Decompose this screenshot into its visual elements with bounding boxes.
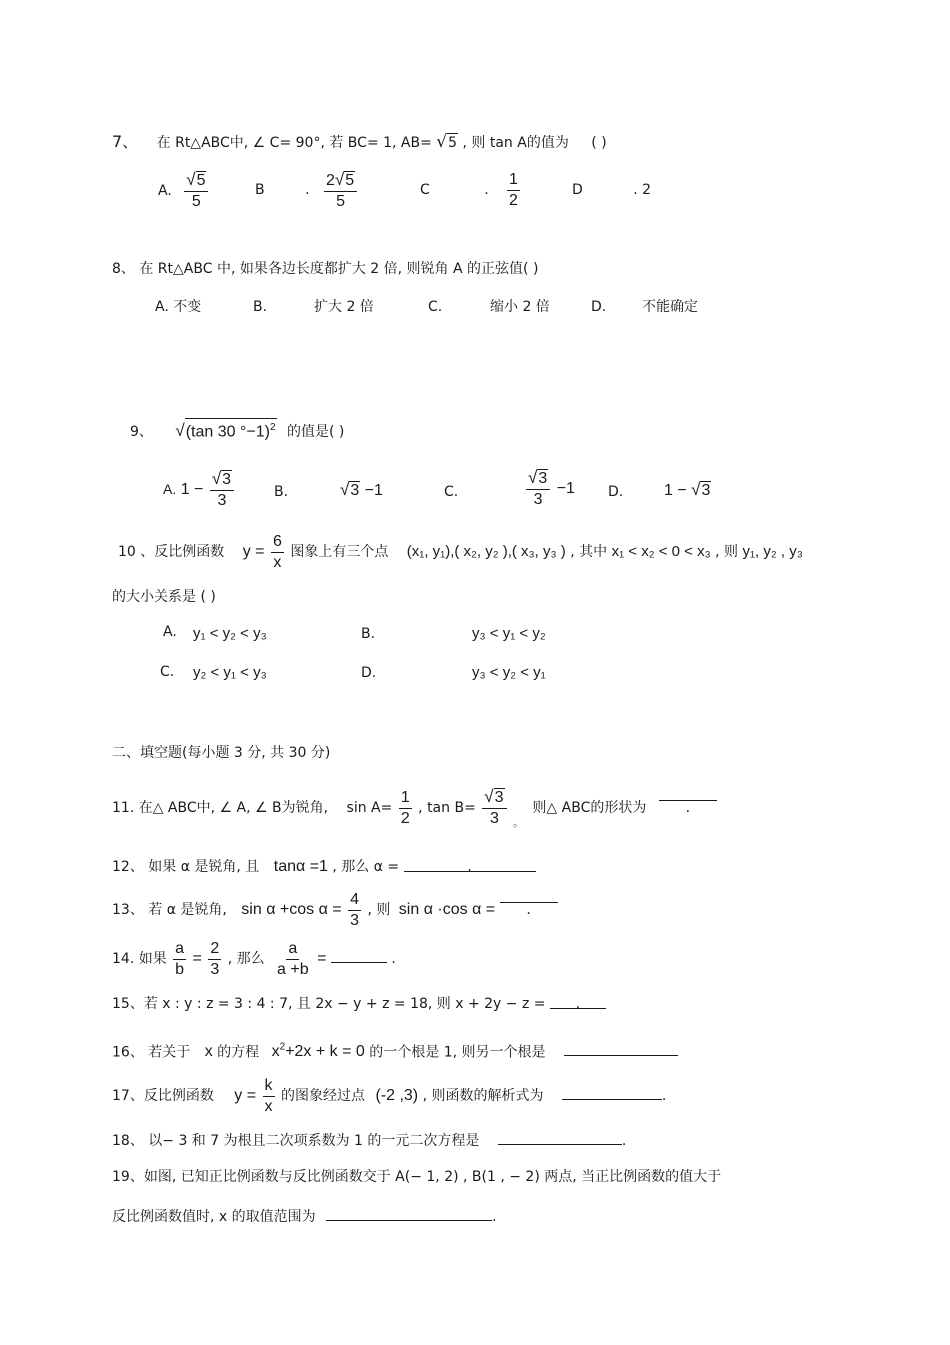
q10-line2: 的大小关系是 ( ) <box>112 589 216 605</box>
q14-num3: a <box>286 939 299 960</box>
q9-number: 9、 <box>130 424 153 441</box>
q18-text: 18、 以− 3 和 7 为根且二次项系数为 1 的一元二次方程是 <box>112 1133 480 1149</box>
q7-text2: , 则 tan A的值为 <box>462 135 569 151</box>
q8-opt-b-text: 扩大 2 倍 <box>314 299 374 315</box>
q10-then: , 则 <box>715 544 739 560</box>
q9-opt-d-rad: 3 <box>701 482 711 499</box>
q12-tail: , 那么 α = <box>332 859 400 875</box>
q8-opt-c-text: 缩小 2 倍 <box>490 299 550 315</box>
q19-end: . <box>492 1209 497 1225</box>
q8-stem: 8、 在 Rt△ABC 中, 如果各边长度都扩大 2 倍, 则锐角 A 的正弦值( ) <box>112 261 539 277</box>
q14-frac-result <box>275 939 311 980</box>
q8-opt-c: C. <box>428 299 443 315</box>
q12-answer-blank[interactable]: . <box>404 857 536 872</box>
q17-answer-blank[interactable] <box>562 1085 662 1100</box>
q10-opt-b-expr: y₃ < y₁ < y₂ <box>472 625 546 642</box>
q10-opt-d-label: D. <box>361 665 377 681</box>
q19-line1: 19、如图, 已知正比例函数与反比例函数交于 A(− 1, 2) , B(1 , − 2) 两点, 当正比例函数的值大于 <box>112 1169 722 1185</box>
q16-expr: $x^2+2x + k = 0$ <box>271 1042 365 1061</box>
q17-y-eq: y = <box>234 1087 257 1104</box>
q13-mid: , 则 <box>367 902 391 918</box>
q19-line2-text: 反比例函数值时, x 的取值范围为 <box>112 1209 316 1225</box>
q7-opt-d-val: . 2 <box>633 182 652 198</box>
q7-opt-a-label: A. <box>158 183 172 199</box>
q9-opt-d-label: D. <box>608 484 624 500</box>
q14-tail: . <box>391 951 396 967</box>
q16-lead: 16、 若关于 <box>112 1044 191 1061</box>
q7-opt-a-num: 5 <box>196 172 206 189</box>
q9-opt-a-frac: √ 3 3 <box>210 469 234 511</box>
q14-lead: 14. 如果 <box>112 951 167 967</box>
q7-paren: ( ) <box>591 135 607 151</box>
q8-opt-d: D. <box>591 299 607 315</box>
q11-dot: 。 <box>512 816 524 829</box>
q11-tan-den: 3 <box>489 810 499 827</box>
q11-tail: 则△ ABC的形状为 <box>532 800 647 816</box>
q14-b: b <box>175 960 185 978</box>
q11-tan-num: 3 <box>494 789 504 806</box>
q7-opt-c-frac-wrap <box>505 170 522 211</box>
q8-opt-d-text: 不能确定 <box>642 299 698 315</box>
q9-opt-a-label: A. <box>163 481 177 497</box>
q7-options <box>158 170 210 212</box>
q17-mid: 的图象经过点 <box>280 1088 365 1104</box>
q19-answer-blank[interactable] <box>326 1206 492 1221</box>
q13-expr2: sin α ·cos α = <box>398 901 496 918</box>
q13-line <box>112 888 558 932</box>
q7-number: 7、 <box>112 132 139 151</box>
q7-opt-b-label: B <box>255 182 265 198</box>
q8-opt-b: B. <box>253 299 268 315</box>
section-2-title: 二、填空题(每小题 3 分, 共 30 分) <box>112 745 331 761</box>
q14-eq: = <box>192 950 202 967</box>
q9-opt-d-pre: 1 − <box>664 482 687 499</box>
q7-opt-b-frac: 2 √ 5 5 <box>324 170 357 212</box>
q10-points: (x₁, y₁),( x₂, y₂ ),( x₃, y₃ ) <box>406 543 566 560</box>
q9-opt-c-label: C. <box>444 484 459 500</box>
q17-den: x <box>264 1097 273 1115</box>
q16-line <box>112 1038 678 1062</box>
q13-lead: 13、 若 α 是锐角, <box>112 902 227 918</box>
q10-mid: 图象上有三个点 <box>290 544 389 560</box>
q13-num: 4 <box>348 890 361 911</box>
q7-opt-c <box>420 180 489 200</box>
q10-ys: y₁, y₂ , y₃ <box>742 543 803 560</box>
q17-line <box>112 1074 666 1118</box>
q7-opt-b-frac-wrap <box>322 170 359 212</box>
q16-x: x <box>204 1043 213 1061</box>
q18-answer-blank[interactable] <box>498 1130 622 1145</box>
q17-num: k <box>263 1076 275 1097</box>
q18-end: . <box>621 1133 627 1149</box>
q7-opt-d <box>572 180 651 200</box>
q16-answer-blank[interactable] <box>564 1041 678 1056</box>
q14-a: a <box>173 939 186 960</box>
q9-tail: 的值是( ) <box>286 424 345 441</box>
q9-stem <box>130 418 344 442</box>
q7-opt-c-label: C <box>420 182 430 198</box>
q9-opt-d: 1 − √ 3 <box>664 480 711 499</box>
q15-line <box>112 994 606 1014</box>
q9-opt-c-num: 3 <box>538 469 548 487</box>
q17-tail: , 则函数的解析式为 <box>422 1088 544 1104</box>
q7-opt-b-den: 5 <box>336 193 346 210</box>
q14-num2: 2 <box>208 939 221 960</box>
q11-tan-frac: √ 3 3 <box>482 787 506 829</box>
q10-opt-c-label: C. <box>160 664 175 680</box>
q9-opt-c-den: 3 <box>533 490 543 508</box>
q9-opt-c <box>524 466 575 512</box>
q9-expr: (tan 30 °−1) <box>185 423 270 441</box>
q13-answer-blank[interactable]: . <box>500 888 558 903</box>
q12-expr: tanα =1 <box>273 858 328 875</box>
q11-sin-den: 2 <box>400 809 410 827</box>
q11-sin: sin A= <box>346 800 393 816</box>
q14-mid: , 那么 <box>227 951 265 967</box>
q17-frac <box>263 1076 275 1117</box>
q7-ab-sqrt: √ 5 <box>436 132 458 152</box>
q10-opt-a-label: A. <box>163 624 177 640</box>
q9-exponent: 2 <box>269 422 276 433</box>
q9-opt-a-num: 3 <box>222 470 232 488</box>
q9-opt-c-tail: −1 <box>556 480 575 497</box>
q10-y-eq: y = <box>242 543 265 560</box>
q7-opt-a-den: 5 <box>191 193 201 210</box>
q10-opt-b-label: B. <box>361 626 376 642</box>
q7-opt-c-frac <box>507 170 520 211</box>
q7-opt-c-num: 1 <box>507 170 520 191</box>
q10-cond: x₁ < x₂ < 0 < x₃ <box>611 543 711 560</box>
q10-frac <box>271 532 284 573</box>
q13-den: 3 <box>350 911 359 929</box>
q16-tail: 的一个根是 1, 则另一个根是 <box>369 1044 546 1061</box>
q11-sin-frac <box>399 788 412 829</box>
q17-lead: 17、反比例函数 <box>112 1088 214 1104</box>
q13-frac <box>348 890 361 931</box>
q7-ab-radicand: 5 <box>448 135 458 151</box>
q16-mid: 的方程 <box>217 1044 260 1061</box>
q9-opt-b: √ 3 −1 <box>340 480 383 499</box>
q10-opt-d-expr: y₃ < y₂ < y₁ <box>472 664 546 681</box>
q9-sqrt: √ (tan 30 °−1)$^2$ <box>175 418 276 441</box>
q7-text: 在 Rt△ABC中, ∠ C= 90°, 若 BC= 1, AB= <box>156 135 432 151</box>
q7-opt-b-rad: 5 <box>345 172 355 189</box>
q7-opt-b-coef: 2 <box>326 172 335 189</box>
q12-line <box>112 857 536 877</box>
q15-answer-blank[interactable]: . <box>550 994 606 1009</box>
q14-frac-ab <box>173 939 186 980</box>
q11-line <box>112 786 717 845</box>
q10-frac-num: 6 <box>271 532 284 553</box>
q18-line <box>112 1130 626 1151</box>
q19-line2 <box>112 1206 497 1227</box>
q7-opt-a-frac: √ 5 5 <box>184 170 208 212</box>
q7-opt-c-dot: . <box>484 182 489 198</box>
q7-opt-c-den: 2 <box>509 192 518 209</box>
q7-stem <box>112 132 607 153</box>
q9-opt-c-frac: √ 3 3 <box>526 468 550 510</box>
q7-opt-b-dot: . <box>305 182 310 198</box>
q14-line <box>112 937 396 981</box>
q9-opt-a <box>163 466 236 513</box>
q12-lead: 12、 如果 α 是锐角, 且 <box>112 859 260 875</box>
q14-den2: 3 <box>210 960 220 978</box>
q11-lead: 11. 在△ ABC中, ∠ A, ∠ B为锐角, <box>112 800 329 816</box>
q17-point: (-2 ,3) <box>375 1087 419 1104</box>
q7-opt-d-label: D <box>572 182 583 198</box>
q10-stem <box>118 530 803 574</box>
q15-text: 15、若 x : y : z = 3 : 4 : 7, 且 2x − y + z = 18, 则 x + 2y − z = <box>112 996 546 1012</box>
q13-expr: sin α +cos α = <box>241 901 342 918</box>
q10-lead: 10 、反比例函数 <box>118 544 225 560</box>
q9-opt-b-rad: 3 <box>350 482 360 499</box>
q11-sin-num: 1 <box>399 788 412 809</box>
q14-den3: a +b <box>277 960 309 978</box>
q9-opt-b-tail: −1 <box>364 482 383 499</box>
q11-answer-blank[interactable]: . <box>659 786 717 801</box>
q10-opt-c-expr: y₂ < y₁ < y₃ <box>193 664 267 681</box>
q10-opt-a-expr: y₁ < y₂ < y₃ <box>193 625 267 642</box>
q10-frac-den: x <box>273 553 282 571</box>
q7-opt-b <box>255 180 310 200</box>
q9-opt-b-label: B. <box>274 484 289 500</box>
q16-exponent: 2 <box>279 1042 286 1053</box>
q17-end: . <box>661 1088 667 1104</box>
q10-cond-lead: , 其中 <box>570 544 608 560</box>
q11-tan: , tan B= <box>418 800 476 816</box>
q14-answer-blank[interactable] <box>331 948 387 963</box>
q14-eq2: = <box>317 950 327 967</box>
q9-opt-a-den: 3 <box>217 491 227 509</box>
q8-opt-a: A. 不变 <box>155 299 202 315</box>
q9-opt-a-pre: 1 − <box>180 481 204 498</box>
q14-frac-23 <box>208 939 221 980</box>
